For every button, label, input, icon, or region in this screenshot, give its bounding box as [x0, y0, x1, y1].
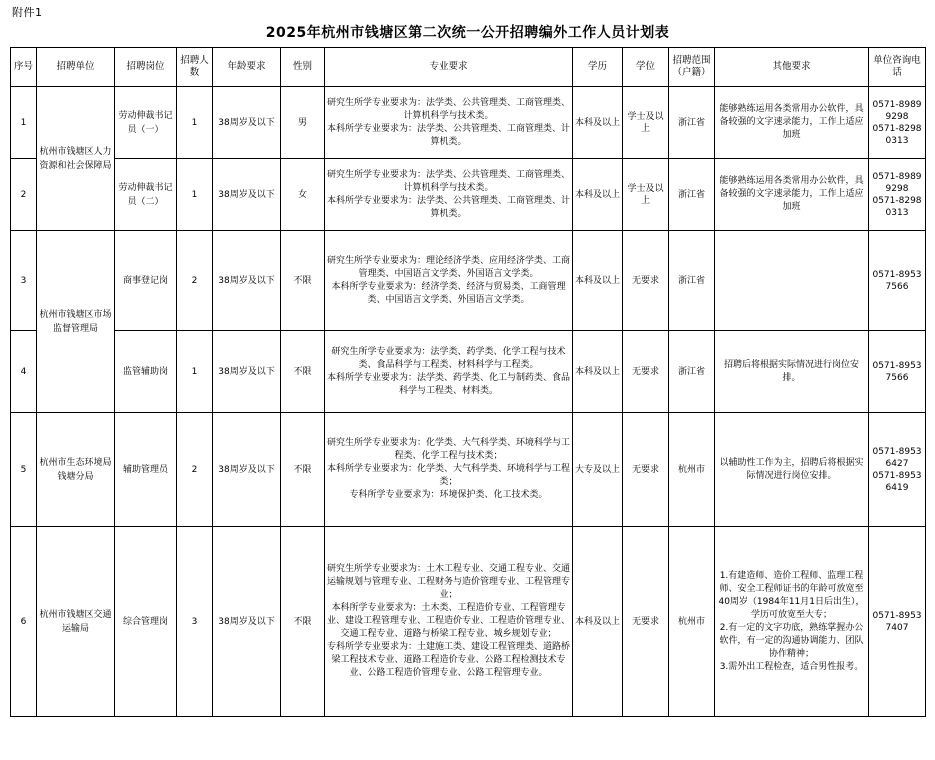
cell-education: 大专及以上: [573, 413, 623, 527]
recruitment-plan-table: [10, 47, 926, 717]
attachment-label: 附件1: [12, 6, 43, 19]
cell-sex: 女: [281, 159, 325, 231]
cell-post: 综合管理岗: [115, 527, 177, 717]
cell-post: 辅助管理员: [115, 413, 177, 527]
cell-other: 能够熟练运用各类常用办公软件，具备较强的文字速录能力，工作上适应加班: [715, 87, 869, 159]
cell-sex: 不限: [281, 231, 325, 331]
cell-scope: 浙江省: [669, 231, 715, 331]
cell-number: 2: [177, 413, 213, 527]
cell-age: 38周岁及以下: [213, 413, 281, 527]
cell-no: 6: [11, 527, 37, 717]
cell-sex: 不限: [281, 527, 325, 717]
cell-age: 38周岁及以下: [213, 231, 281, 331]
cell-sex: 不限: [281, 413, 325, 527]
column-header-major: 专业要求: [325, 48, 573, 87]
table-row: [11, 413, 926, 527]
cell-age: 38周岁及以下: [213, 159, 281, 231]
cell-unit: 杭州市钱塘区人力资源和社会保障局: [37, 87, 115, 231]
table-row: [11, 527, 926, 717]
cell-scope: 浙江省: [669, 331, 715, 413]
column-header-scope: 招聘范围（户籍）: [669, 48, 715, 87]
cell-degree: 无要求: [623, 413, 669, 527]
cell-unit: 杭州市生态环境局钱塘分局: [37, 413, 115, 527]
cell-other: 招聘后将根据实际情况进行岗位安排。: [715, 331, 869, 413]
cell-no: 5: [11, 413, 37, 527]
page-title: 2025年杭州市钱塘区第二次统一公开招聘编外工作人员计划表: [265, 25, 670, 41]
cell-degree: 学士及以上: [623, 159, 669, 231]
cell-number: 3: [177, 527, 213, 717]
cell-other: 以辅助性工作为主，招聘后将根据实际情况进行岗位安排。: [715, 413, 869, 527]
cell-major: 研究生所学专业要求为：法学类、药学类、化学工程与技术类、食品科学与工程类、材料科学与工程类。 本科所学专业要求为：法学类、药学类、化工与制药类、食品科学与工程类、材料类。: [325, 331, 573, 413]
cell-other: 能够熟练运用各类常用办公软件，具备较强的文字速录能力，工作上适应加班: [715, 159, 869, 231]
column-header-age: 年龄要求: [213, 48, 281, 87]
cell-telephone: 0571-89899298 0571-82980313: [869, 87, 926, 159]
cell-age: 38周岁及以下: [213, 331, 281, 413]
cell-telephone: 0571-89537566: [869, 231, 926, 331]
cell-education: 本科及以上: [573, 331, 623, 413]
cell-age: 38周岁及以下: [213, 87, 281, 159]
cell-unit: 杭州市钱塘区交通运输局: [37, 527, 115, 717]
column-header-education: 学历: [573, 48, 623, 87]
column-header-no: 序号: [11, 48, 37, 87]
cell-telephone: 0571-89537566: [869, 331, 926, 413]
cell-other: [715, 231, 869, 331]
table-body: [11, 87, 926, 717]
cell-number: 1: [177, 159, 213, 231]
cell-telephone: 0571-89537407: [869, 527, 926, 717]
cell-degree: 学士及以上: [623, 87, 669, 159]
cell-no: 3: [11, 231, 37, 331]
cell-sex: 男: [281, 87, 325, 159]
cell-scope: 杭州市: [669, 527, 715, 717]
column-header-post: 招聘岗位: [115, 48, 177, 87]
cell-number: 2: [177, 231, 213, 331]
cell-education: 本科及以上: [573, 159, 623, 231]
cell-unit: 杭州市钱塘区市场监督管理局: [37, 231, 115, 413]
cell-education: 本科及以上: [573, 87, 623, 159]
cell-major: 研究生所学专业要求为：化学类、大气科学类、环境科学与工程类、化学工程与技术类； 本科所学专业要求为：化学类、大气科学类、环境科学与工程类； 专科所学专业要求为：环境保护类、化工技术类。: [325, 413, 573, 527]
column-header-degree: 学位: [623, 48, 669, 87]
table-header-row: [11, 48, 926, 87]
cell-number: 1: [177, 331, 213, 413]
cell-degree: 无要求: [623, 231, 669, 331]
cell-degree: 无要求: [623, 527, 669, 717]
cell-education: 本科及以上: [573, 231, 623, 331]
cell-major: 研究生所学专业要求为：理论经济学类、应用经济学类、工商管理类、中国语言文学类、外国语言文学类。 本科所学专业要求为：经济学类、经济与贸易类、工商管理类、中国语言文学类、外国语言文学类。: [325, 231, 573, 331]
cell-telephone: 0571-89899298 0571-82980313: [869, 159, 926, 231]
column-header-sex: 性别: [281, 48, 325, 87]
cell-post: 劳动伸裁书记员（一）: [115, 87, 177, 159]
cell-post: 劳动伸裁书记员（二）: [115, 159, 177, 231]
cell-number: 1: [177, 87, 213, 159]
cell-scope: 浙江省: [669, 159, 715, 231]
table-row: [11, 159, 926, 231]
cell-other: 1.有建造师、造价工程师、监理工程师、安全工程师证书的年龄可放宽至40周岁（1984年11月1日后出生），学历可放宽至大专； 2.有一定的文字功底，熟练掌握办公软件，有一定的沟通协调能力、团队协作精神； 3.需外出工程检查，适合男性报考。: [715, 527, 869, 717]
column-header-unit: 招聘单位: [37, 48, 115, 87]
cell-major: 研究生所学专业要求为：土木工程专业、交通工程专业、交通运输规划与管理专业、工程财务与造价管理专业、工程管理专业； 本科所学专业要求为：土木类、工程造价专业、工程管理专业、建设工程管理专业、工程造价专业、工程造价管理专业、交通工程专业、道路与桥梁工程专业、城乡规划专业； 专科所学专业要求为：土建施工类、建设工程管理类、道路桥梁工程技术专业、道路工程造价专业、公路工程检测技术专业、公路工程造价管理专业、公路工程管理专业。: [325, 527, 573, 717]
cell-post: 监管辅助岗: [115, 331, 177, 413]
cell-scope: 杭州市: [669, 413, 715, 527]
cell-no: 2: [11, 159, 37, 231]
cell-scope: 浙江省: [669, 87, 715, 159]
cell-telephone: 0571-89536427 0571-89536419: [869, 413, 926, 527]
cell-no: 4: [11, 331, 37, 413]
column-header-other: 其他要求: [715, 48, 869, 87]
cell-no: 1: [11, 87, 37, 159]
table-row: [11, 87, 926, 159]
cell-degree: 无要求: [623, 331, 669, 413]
cell-major: 研究生所学专业要求为：法学类、公共管理类、工商管理类、计算机科学与技术类。 本科所学专业要求为：法学类、公共管理类、工商管理类、计算机类。: [325, 87, 573, 159]
cell-post: 商事登记岗: [115, 231, 177, 331]
column-header-telephone: 单位咨询电话: [869, 48, 926, 87]
cell-education: 本科及以上: [573, 527, 623, 717]
cell-age: 38周岁及以下: [213, 527, 281, 717]
table-row: [11, 231, 926, 331]
cell-major: 研究生所学专业要求为：法学类、公共管理类、工商管理类、计算机科学与技术类。 本科所学专业要求为：法学类、公共管理类、工商管理类、计算机类。: [325, 159, 573, 231]
cell-sex: 不限: [281, 331, 325, 413]
column-header-number: 招聘人数: [177, 48, 213, 87]
table-row: [11, 331, 926, 413]
